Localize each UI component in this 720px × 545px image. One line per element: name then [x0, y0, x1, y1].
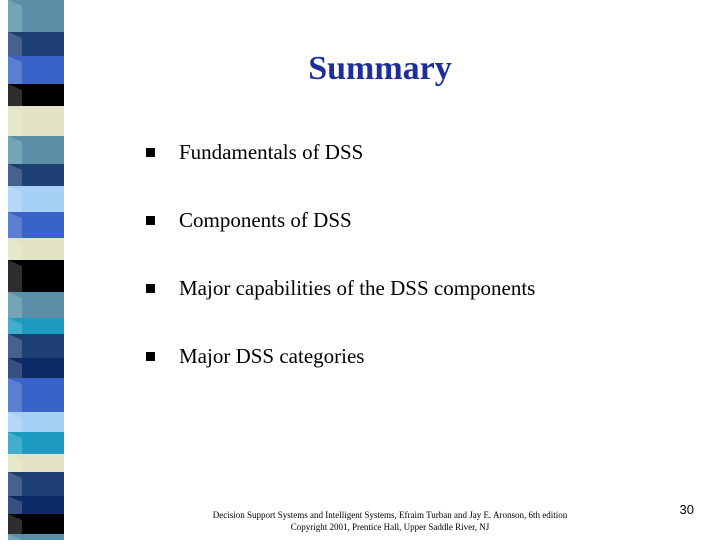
bullet-item [146, 342, 535, 371]
bullet-text: Fundamentals of DSS [179, 140, 364, 164]
bullet-text: Major capabilities of the DSS components [179, 276, 536, 300]
square-bullet-icon [146, 216, 155, 225]
footer-citation [150, 509, 630, 533]
bullet-item [146, 206, 535, 235]
slide-title: Summary [308, 50, 452, 87]
footer-line: Copyright 2001, Prentice Hall, Upper Saddle River, NJ [290, 522, 490, 532]
square-bullet-icon [146, 352, 155, 361]
bullet-text: Components of DSS [179, 208, 352, 232]
square-bullet-icon [146, 284, 155, 293]
bullet-list [146, 138, 535, 410]
page-number: 30 [679, 502, 694, 517]
square-bullet-icon [146, 148, 155, 157]
stripe-facet [8, 378, 22, 412]
bullet-item [146, 138, 535, 167]
footer-line: Decision Support Systems and Intelligent Systems, Efraim Turban and Jay E. Aronson, 6th edition [212, 510, 568, 520]
bullet-item [146, 274, 535, 303]
bullet-text: Major DSS categories [179, 344, 365, 368]
